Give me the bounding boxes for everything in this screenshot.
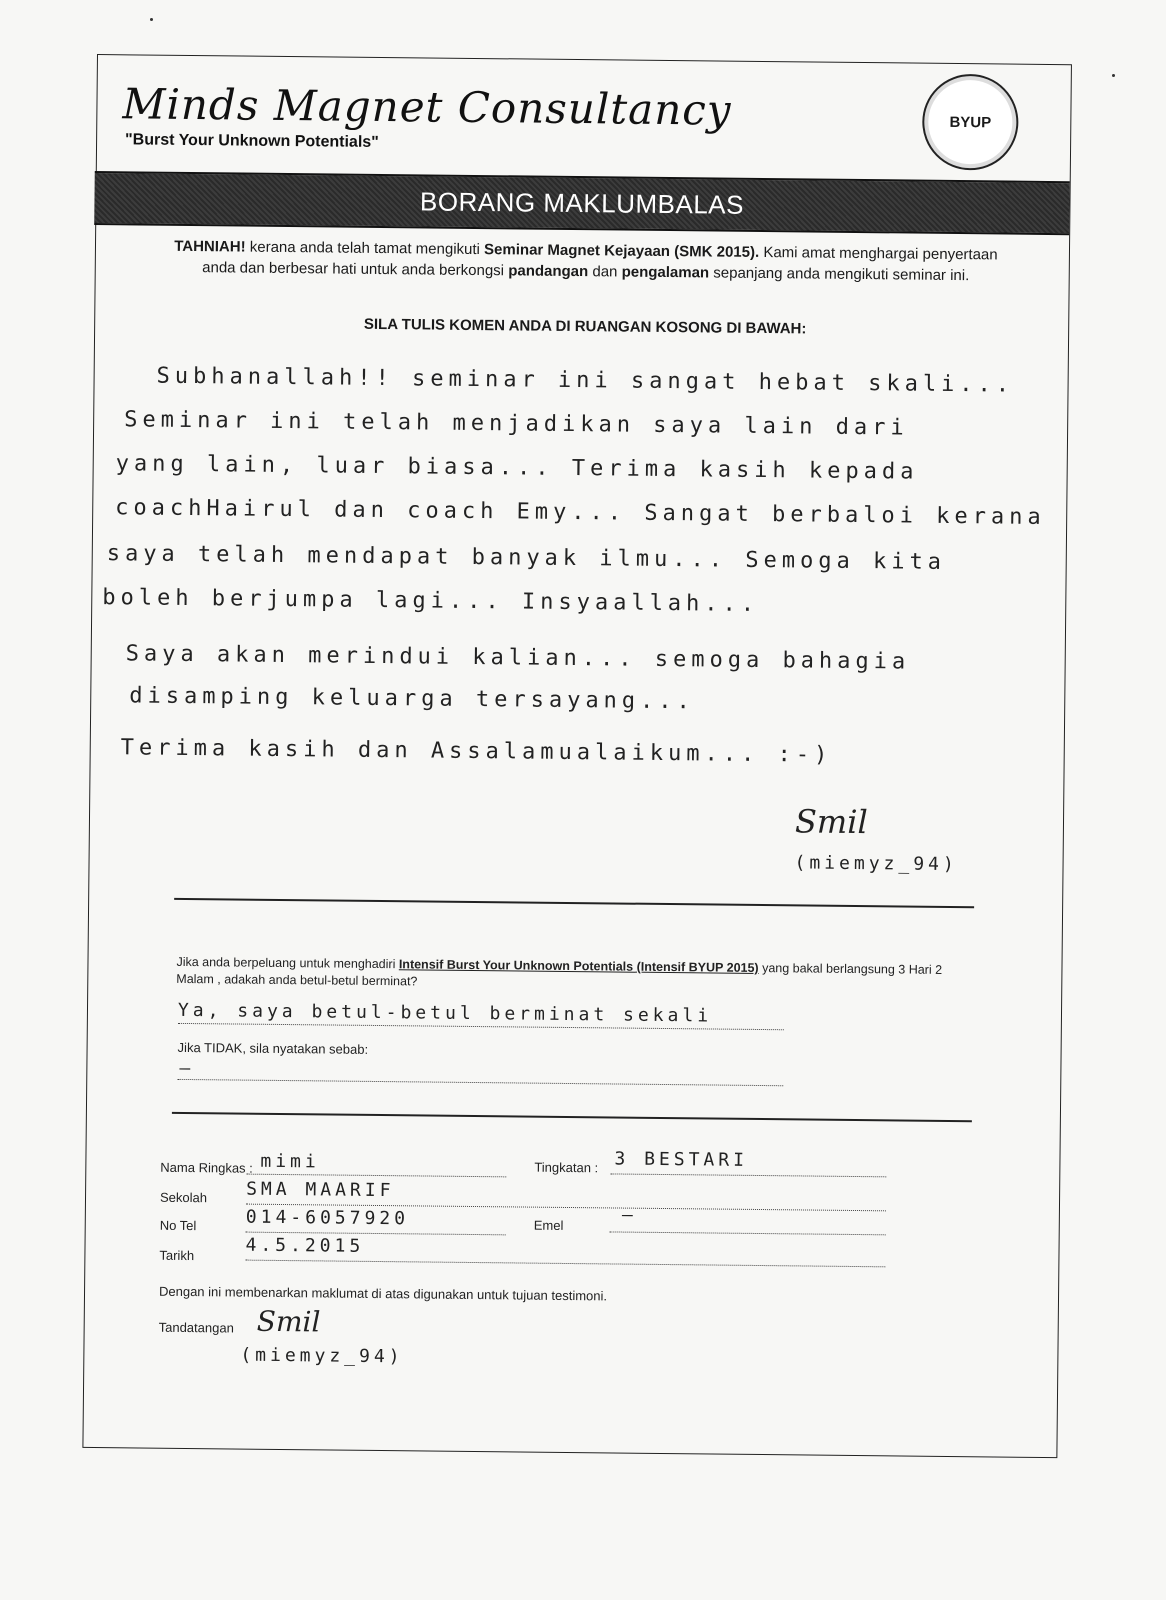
comment-line: yang lain, luar biasa... Terima kasih kepada — [115, 451, 919, 485]
title-banner — [94, 171, 1070, 235]
divider-line — [174, 898, 974, 908]
byup-seal-icon — [922, 74, 1019, 171]
if-not-answer: — — [179, 1057, 195, 1080]
intro-paragraph — [156, 236, 1016, 287]
comment-line: disamping keluarga tersayang... — [129, 683, 695, 715]
question-answer: Ya, saya betul-betul berminat sekali — [177, 999, 713, 1027]
level-dotted-line — [610, 1172, 886, 1177]
form-title: BORANG MAKLUMBALAS — [419, 186, 745, 220]
comment-line: saya telah mendapat banyak ilmu... Semoga kita — [106, 541, 947, 575]
level-value: 3 BESTARI — [614, 1148, 749, 1171]
school-label: Sekolah — [159, 1189, 208, 1206]
question-text-1: Jika anda berpeluang untuk menghadiri — [176, 954, 399, 972]
comment-line: Seminar ini telah menjadikan saya lain dari — [124, 407, 909, 441]
intro-pandangan: pandangan — [508, 262, 589, 281]
intro-text-2: Kami amat menghargai penyertaan anda dan berbesar hati untuk anda berkongsi — [202, 243, 998, 280]
comment-line: coachHairul dan coach Emy... Sangat berbaloi kerana — [115, 495, 1046, 530]
date-label: Tarikh — [159, 1247, 195, 1264]
consent-statement: Dengan ini membenarkan maklumat di atas digunakan untuk tujuan testimoni. — [158, 1283, 608, 1304]
divider-line — [172, 1112, 972, 1122]
if-not-label: Jika TIDAK, sila nyatakan sebab: — [177, 1039, 369, 1057]
level-label: Tingkatan : — [534, 1159, 599, 1176]
intro-lead: TAHNIAH! — [174, 237, 246, 256]
date-dotted-line — [245, 1259, 885, 1268]
brand-tagline: "Burst Your Unknown Potentials" — [125, 131, 379, 151]
comment-line: Terima kasih dan Assalamualaikum... :-) — [120, 735, 833, 768]
comment-signature-name: (miemyz_94) — [794, 852, 958, 876]
scan-speck — [1112, 74, 1115, 77]
comment-instruction: SILA TULIS KOMEN ANDA DI RUANGAN KOSONG DI BAWAH: — [363, 315, 807, 338]
scan-speck — [150, 18, 153, 21]
name-label: Nama Ringkas : — [160, 1159, 253, 1176]
comment-line: Subhanallah!! seminar ini sangat hebat skali... — [156, 363, 1015, 398]
reason-dotted-line — [177, 1078, 783, 1086]
intro-text-3: sepanjang anda mengikuti seminar ini. — [709, 264, 970, 285]
phone-value: 014-6057920 — [245, 1206, 410, 1230]
intro-seminar: Seminar Magnet Kejayaan (SMK 2015). — [484, 241, 760, 261]
comment-signature-scrawl: Smil — [794, 802, 868, 842]
email-dotted-line — [610, 1230, 886, 1235]
signature-scrawl: Smil — [256, 1304, 321, 1339]
school-value: SMA MAARIF — [246, 1178, 395, 1202]
email-value: — — [621, 1204, 637, 1226]
intro-pengalaman: pengalaman — [621, 263, 710, 282]
name-value: mimi — [260, 1150, 320, 1173]
comment-line: boleh berjumpa lagi... Insyaallah... — [102, 585, 760, 617]
date-value: 4.5.2015 — [245, 1234, 365, 1257]
question-text-2: yang bakal berlangsung 3 Hari 2 Malam , adakah anda betul-betul berminat? — [176, 960, 943, 989]
phone-label: No Tel — [159, 1217, 197, 1234]
name-dotted-line — [246, 1173, 506, 1178]
comment-line: Saya akan merindui kalian... semoga bahagia — [125, 641, 911, 675]
signature-name: (miemyz_94) — [240, 1344, 404, 1368]
seal-text: BYUP — [949, 113, 992, 131]
email-label: Emel — [533, 1217, 564, 1233]
question-event: Intensif Burst Your Unknown Potentials (Intensif BYUP 2015) — [398, 957, 759, 975]
intro-dan: dan — [588, 263, 622, 281]
feedback-form — [82, 54, 1072, 1458]
intro-text-1: kerana anda telah tamat mengikuti — [245, 238, 485, 259]
signature-label: Tandatangan — [158, 1319, 234, 1336]
byup-question — [176, 954, 981, 996]
brand-logo: Minds Magnet Consultancy — [122, 79, 732, 135]
